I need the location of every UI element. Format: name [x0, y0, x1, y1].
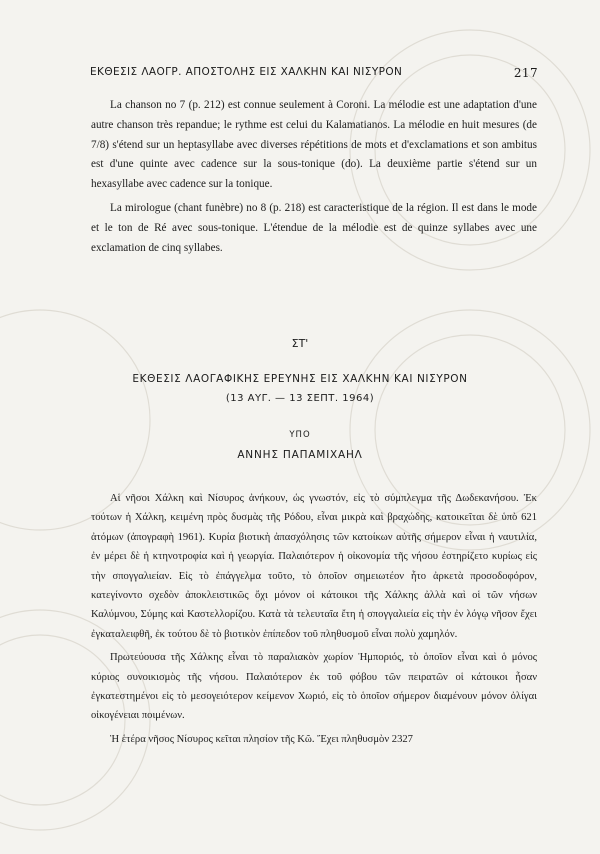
section-by-line: ΥΠΟ [289, 430, 311, 440]
greek-text-block [91, 489, 537, 753]
section-author: ΑΝΝΗΣ ΠΑΠΑΜΙΧΑΗΛ [237, 449, 363, 461]
french-paragraph: La chanson no 7 (p. 212) est connue seulement à Coroni. La mélodie est une adaptation d'une autre chanson très repandue; le rythme est celui du Kalamatianos. La mélodie en huit mesures (de 7/8) s'étend sur un heptasyllabe avec diverses répétitions de mots et d'exclamations et son ambitus est d'une quinte avec cadence sur la sous-tonique (do). La deuxième partie s'étend sur un hexasyllabe avec cadence sur la tonique. [91, 99, 537, 191]
running-title: ΕΚΘΕΣΙΣ ΛΑΟΓΡ. ΑΠΟΣΤΟΛΗΣ ΕΙΣ ΧΑΛΚΗΝ ΚΑΙ ΝΙΣΥΡΟΝ [90, 66, 403, 78]
running-header [90, 66, 538, 80]
page-number: 217 [513, 66, 538, 80]
greek-paragraph: Πρωτεύουσα τῆς Χάλκης εἶναι τὸ παραλιακὸν χωρίον Ἠμποριός, τὸ ὁποῖον εἶναι καὶ ὁ μόνος κύριος συνοικισμὸς τῆς νήσου. Παλαιότερον ἐκ τοῦ φόβου τῶν πειρατῶν οἱ κάτοικοι ἦσαν ἐγκατεστημένοι εἰς τὸ μεσογειότερον κείμενον Χωριό, εἰς τὸ ὁποῖον σήμερον διαμένουν μόνον ὀλίγαι οἰκογένειαι ποιμένων. [91, 652, 537, 722]
section-number: ΣΤ' [291, 337, 309, 350]
section-title: ΕΚΘΕΣΙΣ ΛΑΟΓΑΦΙΚΗΣ ΕΡΕΥΝΗΣ ΕΙΣ ΧΑΛΚΗΝ ΚΑΙ ΝΙΣΥΡΟΝ [132, 373, 468, 385]
greek-paragraph: Ἡ ἑτέρα νῆσος Νίσυρος κεῖται πλησίον τῆς Κῶ. Ἔχει πληθυσμὸν 2327 [110, 733, 413, 745]
french-text-block [91, 96, 537, 262]
greek-paragraph: Αἱ νῆσοι Χάλκη καὶ Νίσυρος ἀνήκουν, ὡς γνωστόν, εἰς τὸ σύμπλεγμα τῆς Δωδεκανήσου. Ἐκ τούτων ἡ Χάλκη, κειμένη πρὸς δυσμὰς τῆς Ρόδου, εἶναι μικρὰ καὶ βραχώδης, κατοικεῖται δὲ ὑπὸ 621 ἀτόμων (ἀπογραφὴ 1961). Κυρία βιοτικὴ ἀπασχόλησις τῶν κατοίκων αὐτῆς σήμερον εἶναι ἡ ναυτιλία, ἐν μέρει δὲ ἡ κτηνοτροφία καὶ ἡ γεωργία. Παλαιότερον ἡ οἰκονομία τῆς νήσου ἐστηρίζετο κυρίως εἰς τὴν σπογγαλιείαν. Εἰς τὸ ἐπάγγελμα τοῦτο, τὸ ὁποῖον σημειωτέον ἦτο ἀρκετὰ προσοδοφόρον, κατεγίνοντο σχεδὸν ἀποκλειστικῶς ὄχι μόνον οἱ κάτοικοι τῆς Χάλκης ἀλλὰ καὶ οἱ τῶν νήσων Καλύμνου, Σύμης καὶ Καστελλορίζου. Κατὰ τὰ τελευταῖα ἔτη ἡ σπογγαλιεία εἰς τὴν ἐν λόγῳ νῆσον ἔχει ἐγκαταλειφθῆ, ἐκ τούτου δὲ τὸ βιοτικὸν ἐπίπεδον τοῦ πληθυσμοῦ εἶναι πολὺ χαμηλόν. [91, 493, 537, 640]
french-paragraph: La mirologue (chant funèbre) no 8 (p. 218) est caracteristique de la région. Il est dans le mode et le ton de Ré avec sous-tonique. L'étendue de la mélodie est de quinze syllabes avec une exclamation de cinq syllabes. [91, 201, 537, 254]
section-dates: (13 ΑΥΓ. — 13 ΣΕΠΤ. 1964) [225, 393, 375, 404]
